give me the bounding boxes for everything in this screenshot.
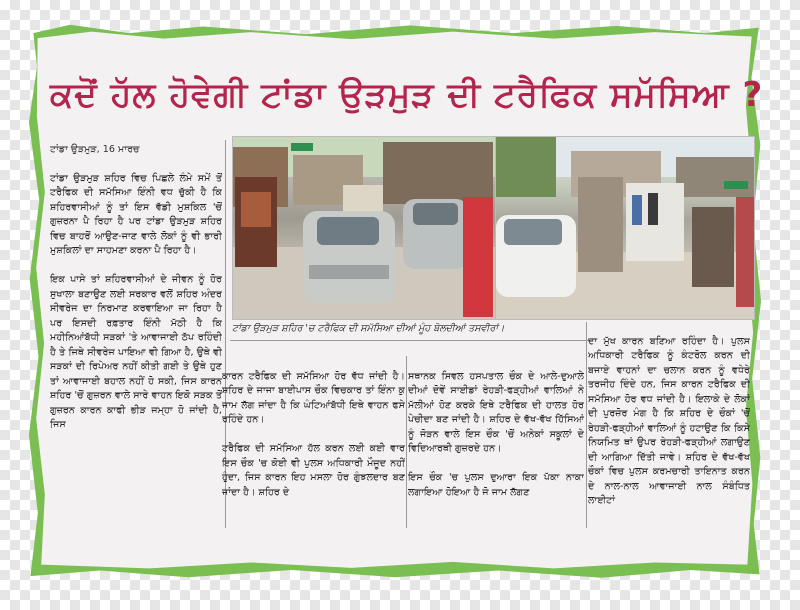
street-photo-right	[495, 136, 755, 320]
street-photo-left	[232, 136, 496, 320]
paragraph: ਟਾਂਡਾ ਉੜਮੁੜ ਸ਼ਹਿਰ ਵਿਚ ਪਿਛਲੇ ਲੰਮੇ ਸਮੇਂ ਤੋਂ ਟਰੈਫਿਕ ਦੀ ਸਮੱਸਿਆ ਇੰਨੀ ਵਧ ਚੁੱਕੀ ਹੈ ਕਿ ਸ਼ਹਿਰਵਾਸੀਆਂ ਨੂੰ ਤਾਂ ਇਸ ਵੱਡੀ ਮੁਸ਼ਕਿਲ 'ਚੋਂ ਗੁਜ਼ਰਨਾ ਪੈ ਰਿਹਾ ਹੈ ਪਰ ਟਾਂਡਾ ਉੜਮੁੜ ਸ਼ਹਿਰ ਵਿਚ ਬਾਹਰੋਂ ਆਉਣ-ਜਾਣ ਵਾਲੇ ਲੋਕਾਂ ਨੂੰ ਵੀ ਭਾਰੀ ਮੁਸ਼ਕਿਲਾਂ ਦਾ ਸਾਹਮਣਾ ਕਰਨਾ ਪੈ ਰਿਹਾ ਹੈ।	[50, 172, 222, 256]
dateline: ਟਾਂਡਾ ਉੜਮੁੜ, 16 ਮਾਰਚ	[50, 143, 140, 155]
street-scene-right	[496, 137, 754, 319]
paragraph: ਇਸ ਚੌਕ 'ਚ ਪੁਲਸ ਦੁਆਰਾ ਇਕ ਪੱਕਾ ਨਾਕਾ ਲਗਾਇਆ ਹੋਇਆ ਹੈ ਜੋ ਜਾਮ ਲੱਗਣ	[408, 472, 584, 498]
paragraph: ਦਾ ਮੁੱਖ ਕਾਰਨ ਬਣਿਆ ਰਹਿੰਦਾ ਹੈ। ਪੁਲਸ ਅਧਿਕਾਰੀ ਟਰੈਫਿਕ ਨੂੰ ਕੰਟਰੋਲ ਕਰਨ ਦੀ ਬਜਾਏ ਵਾਹਨਾਂ ਦਾ ਚਲਾਨ ਕਰਨ ਨੂੰ ਵਧੇਰੇ ਤਰਜੀਹ ਦਿੰਦੇ ਹਨ, ਜਿਸ ਕਾਰਨ ਟਰੈਫਿਕ ਦੀ ਸਮੱਸਿਆ ਹੋਰ ਵਧ ਜਾਂਦੀ ਹੈ। ਇਲਾਕੇ ਦੇ ਲੋਕਾਂ ਦੀ ਪੁਰਜ਼ੋਰ ਮੰਗ ਹੈ ਕਿ ਸ਼ਹਿਰ ਦੇ ਚੌਕਾਂ 'ਚੋਂ ਰੇਹੜੀ-ਫੜ੍ਹੀਆਂ ਵਾਲਿਆਂ ਨੂੰ ਹਟਾਉਣ ਕਿ ਕਿਸੇ ਨਿਯਮਿਤ ਥਾਂ ਉਪਰ ਰੇਹੜੀ-ਫੜ੍ਹੀਆਂ ਲਗਾਉਣ ਦੀ ਆਗਿਆ ਦਿੱਤੀ ਜਾਵੇ। ਸ਼ਹਿਰ ਦੇ ਵੱਖ-ਵੱਖ ਚੌਕਾਂ ਵਿਚ ਪੁਲਸ ਕਰਮਚਾਰੀ ਤਾਇਨਾਤ ਕਰਨ ਦੇ ਨਾਲ-ਨਾਲ ਆਵਾਜਾਈ ਨਾਲ ਸੰਬੰਧਿਤ ਲਾਈਟਾਂ	[588, 335, 750, 506]
article-column-2	[222, 355, 405, 535]
column-divider	[586, 322, 587, 528]
column-divider	[406, 356, 407, 528]
paragraph: ਇਕ ਪਾਸੇ ਤਾਂ ਸ਼ਹਿਰਵਾਸੀਆਂ ਦੇ ਜੀਵਨ ਨੂੰ ਹੋਰ ਸੁਖਾਲਾ ਬਣਾਉਣ ਲਈ ਸਰਕਾਰ ਵਲੋਂ ਸ਼ਹਿਰ ਅੰਦਰ ਸੀਵਰੇਜ ਦਾ ਨਿਰਮਾਣ ਕਰਵਾਇਆ ਜਾ ਰਿਹਾ ਹੈ ਪਰ ਇਸਦੀ ਰਫ਼ਤਾਰ ਇੰਨੀ ਮੱਠੀ ਹੈ ਕਿ ਮਹੀਨਿਆਂਬੱਧੀ ਸੜਕਾਂ 'ਤੇ ਆਵਾਜਾਈ ਠੱਪ ਰਹਿੰਦੀ ਹੈ ਤੇ ਜਿਥੇ ਸੀਵਰੇਜ ਪਾਇਆ ਵੀ ਗਿਆ ਹੈ, ਉਥੇ ਵੀ ਸੜਕਾਂ ਦੀ ਰਿਪੇਅਰ ਨਹੀਂ ਕੀਤੀ ਗਈ ਤੇ ਉਥੇ ਹੁਣ ਤਾਂ ਆਵਾਜਾਈ ਬਹਾਲ ਨਹੀਂ ਹੋ ਸਕੀ, ਜਿਸ ਕਾਰਨ ਸ਼ਹਿਰ 'ਚੋਂ ਗੁਜ਼ਰਨ ਵਾਲੇ ਸਾਰੇ ਵਾਹਨ ਇਕੋ ਸੜਕ ਤੋਂ ਗੁਜ਼ਰਨ ਕਾਰਨ ਕਾਫੀ ਭੀੜ ਜਮ੍ਹਾ ਹੋ ਜਾਂਦੀ ਹੈ, ਜਿਸ	[50, 274, 222, 430]
street-scene-left	[233, 137, 495, 319]
article-column-1	[50, 128, 222, 508]
article-column-4	[588, 320, 750, 535]
paragraph: ਸਥਾਨਕ ਸਿਵਲ ਹਸਪਤਾਲ ਚੌਕ ਦੇ ਆਲੇ-ਦੁਆਲੇ ਦੀਆਂ ਦੋਵੇਂ ਸਾਈਡਾਂ ਰੇਹੜੀ-ਫੜ੍ਹੀਆਂ ਵਾਲਿਆਂ ਨੇ ਮੱਲੀਆਂ ਹੋਣ ਕਰਕੇ ਇਥੇ ਟਰੈਫਿਕ ਦੀ ਹਾਲਤ ਹੋਰ ਪੇਚੀਦਾ ਬਣ ਜਾਂਦੀ ਹੈ। ਸ਼ਹਿਰ ਦੇ ਵੱਖ-ਵੱਖ ਹਿੱਸਿਆਂ ਨੂੰ ਜੋੜਨ ਵਾਲੇ ਇਸ ਚੌਕ 'ਚੋਂ ਅਨੇਕਾਂ ਸਕੂਲਾਂ ਦੇ ਵਿਦਿਆਰਥੀ ਗੁਜ਼ਰਦੇ ਹਨ।	[408, 370, 584, 454]
photo-caption: ਟਾਂਡਾ ਉੜਮੁੜ ਸ਼ਹਿਰ 'ਚ ਟਰੈਫਿਕ ਦੀ ਸਮੱਸਿਆ ਦੀਆਂ ਮੂੰਹ ਬੋਲਦੀਆਂ ਤਸਵੀਰਾਂ।	[232, 323, 505, 334]
article-column-3	[408, 355, 584, 535]
paragraph: ਕਾਰਨ ਟਰੈਫਿਕ ਦੀ ਸਮੱਸਿਆ ਹੋਰ ਵੱਧ ਜਾਂਦੀ ਹੈ।ਸ਼ਹਿਰ ਦੇ ਜਾਜਾ ਬਾਈਪਾਸ ਚੌਕ ਵਿਚਕਾਰ ਤਾਂ ਇੰਨਾ ਕੁ ਜਾਮ ਲੱਗ ਜਾਂਦਾ ਹੈ ਕਿ ਘੰਟਿਆਂਬੱਧੀ ਇਥੇ ਵਾਹਨ ਫਸੇ ਰਹਿੰਦੇ ਹਨ।	[222, 370, 405, 425]
paragraph: ਟਰੈਫਿਕ ਦੀ ਸਮੱਸਿਆ ਹੱਲ ਕਰਨ ਲਈ ਕਈ ਵਾਰ ਇਸ ਚੌਕ 'ਚ ਕੋਈ ਵੀ ਪੁਲਸ ਅਧਿਕਾਰੀ ਮੌਜੂਦ ਨਹੀਂ ਹੁੰਦਾ, ਜਿਸ ਕਾਰਨ ਇਹ ਮਸਲਾ ਹੋਰ ਗੁੰਝਲਦਾਰ ਬਣ ਜਾਂਦਾ ਹੈ। ਸ਼ਹਿਰ ਦੇ	[222, 443, 405, 498]
headline: ਕਦੋਂ ਹੱਲ ਹੋਵੇਗੀ ਟਾਂਡਾ ਉੜਮੁੜ ਦੀ ਟਰੈਫਿਕ ਸਮੱਸਿਆ ?	[50, 75, 764, 115]
caption-divider	[230, 340, 590, 341]
